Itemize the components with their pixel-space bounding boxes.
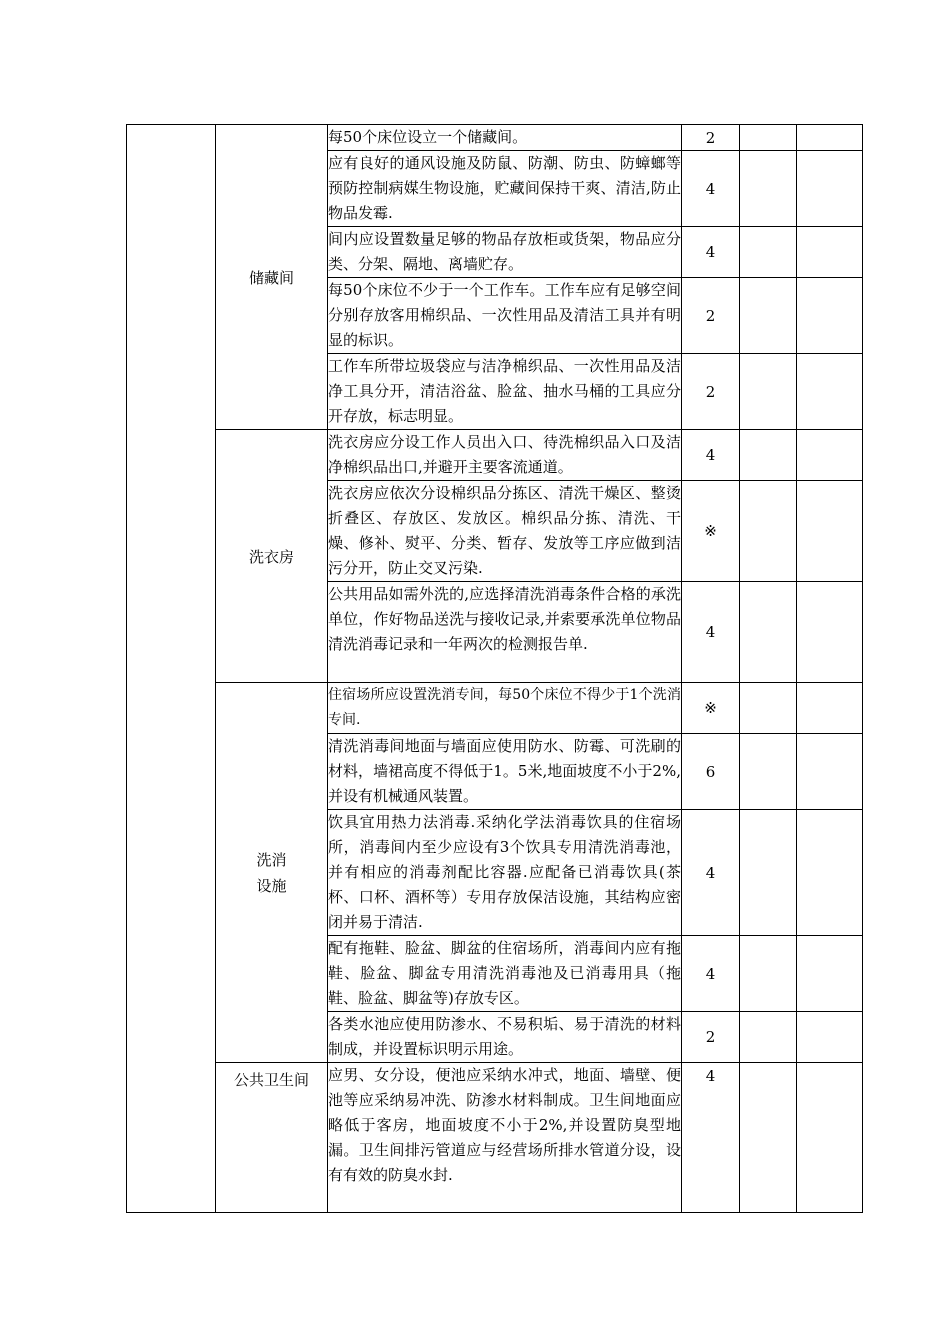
- blank-cell: [740, 734, 797, 810]
- score-cell: 4: [682, 936, 740, 1012]
- requirement-cell: 每50个床位设立一个储藏间。: [328, 125, 682, 151]
- inspection-table: [126, 124, 863, 1213]
- score-cell: 6: [682, 734, 740, 810]
- blank-cell: [740, 936, 797, 1012]
- score-cell: 4: [682, 227, 740, 278]
- blank-cell: [740, 227, 797, 278]
- score-cell: ※: [682, 683, 740, 734]
- score-cell: 4: [682, 151, 740, 227]
- blank-cell: [797, 481, 863, 582]
- requirement-cell: 住宿场所应设置洗消专间，每50个床位不得少于1个洗消专间.: [328, 683, 682, 734]
- blank-cell: [797, 582, 863, 683]
- blank-cell: [797, 1063, 863, 1213]
- requirement-cell: 清洗消毒间地面与墙面应使用防水、防霉、可洗刷的材料，墙裙高度不得低于1。5米,地面坡度不小于2%,并设有机械通风装置。: [328, 734, 682, 810]
- blank-cell: [797, 734, 863, 810]
- blank-cell: [740, 481, 797, 582]
- requirement-cell: 公共用品如需外洗的,应选择清洗消毒条件合格的承洗单位，作好物品送洗与接收记录,并索要承洗单位物品清洗消毒记录和一年两次的检测报告单.: [328, 582, 682, 683]
- blank-cell: [797, 683, 863, 734]
- blank-cell: [797, 125, 863, 151]
- score-cell: 2: [682, 354, 740, 430]
- requirement-cell: 饮具宜用热力法消毒.采纳化学法消毒饮具的住宿场所，消毒间内至少应设有3个饮具专用清洗消毒池，并有相应的消毒剂配比容器.应配备已消毒饮具(茶杯、口杯、酒杯等）专用存放保洁设施，其结构应密闭并易于清洁.: [328, 810, 682, 936]
- score-cell: 4: [682, 430, 740, 481]
- blank-cell: [797, 227, 863, 278]
- requirement-cell: 洗衣房应依次分设棉织品分拣区、清洗干燥区、整烫折叠区、存放区、发放区。棉织品分拣、清洗、干燥、修补、熨平、分类、暂存、发放等工序应做到洁污分开，防止交叉污染.: [328, 481, 682, 582]
- score-cell: 4: [682, 1063, 740, 1213]
- blank-cell: [740, 354, 797, 430]
- category-cell: 储藏间: [216, 125, 328, 430]
- blank-cell: [797, 151, 863, 227]
- requirement-cell: 应男、女分设，便池应采纳水冲式，地面、墙壁、便池等应采纳易冲洗、防渗水材料制成。卫生间地面应略低于客房，地面坡度不小于2%,并设置防臭型地漏。卫生间排污管道应与经营场所排水管道分设，设有有效的防臭水封.: [328, 1063, 682, 1213]
- category-cell: 公共卫生间: [216, 1063, 328, 1213]
- score-cell: 2: [682, 125, 740, 151]
- blank-cell: [740, 1063, 797, 1213]
- requirement-cell: 每50个床位不少于一个工作车。工作车应有足够空间分别存放客用棉织品、一次性用品及清洁工具并有明显的标识。: [328, 278, 682, 354]
- score-cell: 4: [682, 810, 740, 936]
- blank-cell: [740, 810, 797, 936]
- score-cell: 4: [682, 582, 740, 683]
- score-cell: 2: [682, 278, 740, 354]
- category-line: 设施: [256, 876, 287, 895]
- table-row: [127, 430, 863, 481]
- requirement-cell: 工作车所带垃圾袋应与洁净棉织品、一次性用品及洁净工具分开，清洁浴盆、脸盆、抽水马桶的工具应分开存放，标志明显。: [328, 354, 682, 430]
- score-cell: 2: [682, 1012, 740, 1063]
- category-cell: [216, 683, 328, 1063]
- blank-cell: [797, 430, 863, 481]
- table-row: [127, 683, 863, 734]
- blank-cell: [740, 1012, 797, 1063]
- outer-category-cell: [127, 125, 216, 1213]
- blank-cell: [740, 151, 797, 227]
- category-line: 洗消: [256, 850, 287, 869]
- blank-cell: [797, 936, 863, 1012]
- blank-cell: [797, 1012, 863, 1063]
- requirement-cell: 各类水池应使用防渗水、不易积垢、易于清洗的材料制成，并设置标识明示用途。: [328, 1012, 682, 1063]
- blank-cell: [797, 354, 863, 430]
- requirement-cell: 间内应设置数量足够的物品存放柜或货架，物品应分类、分架、隔地、离墙贮存。: [328, 227, 682, 278]
- score-cell: ※: [682, 481, 740, 582]
- requirement-cell: 洗衣房应分设工作人员出入口、待洗棉织品入口及洁净棉织品出口,并避开主要客流通道。: [328, 430, 682, 481]
- blank-cell: [740, 125, 797, 151]
- table-row: [127, 125, 863, 151]
- blank-cell: [797, 810, 863, 936]
- blank-cell: [740, 430, 797, 481]
- requirement-cell: 配有拖鞋、脸盆、脚盆的住宿场所，消毒间内应有拖鞋、脸盆、脚盆专用清洗消毒池及已消毒用具（拖鞋、脸盆、脚盆等)存放专区。: [328, 936, 682, 1012]
- table-row: [127, 1063, 863, 1213]
- blank-cell: [740, 582, 797, 683]
- blank-cell: [797, 278, 863, 354]
- category-cell: 洗衣房: [216, 430, 328, 683]
- blank-cell: [740, 278, 797, 354]
- requirement-cell: 应有良好的通风设施及防鼠、防潮、防虫、防蟑螂等预防控制病媒生物设施，贮藏间保持干爽、清洁,防止物品发霉.: [328, 151, 682, 227]
- blank-cell: [740, 683, 797, 734]
